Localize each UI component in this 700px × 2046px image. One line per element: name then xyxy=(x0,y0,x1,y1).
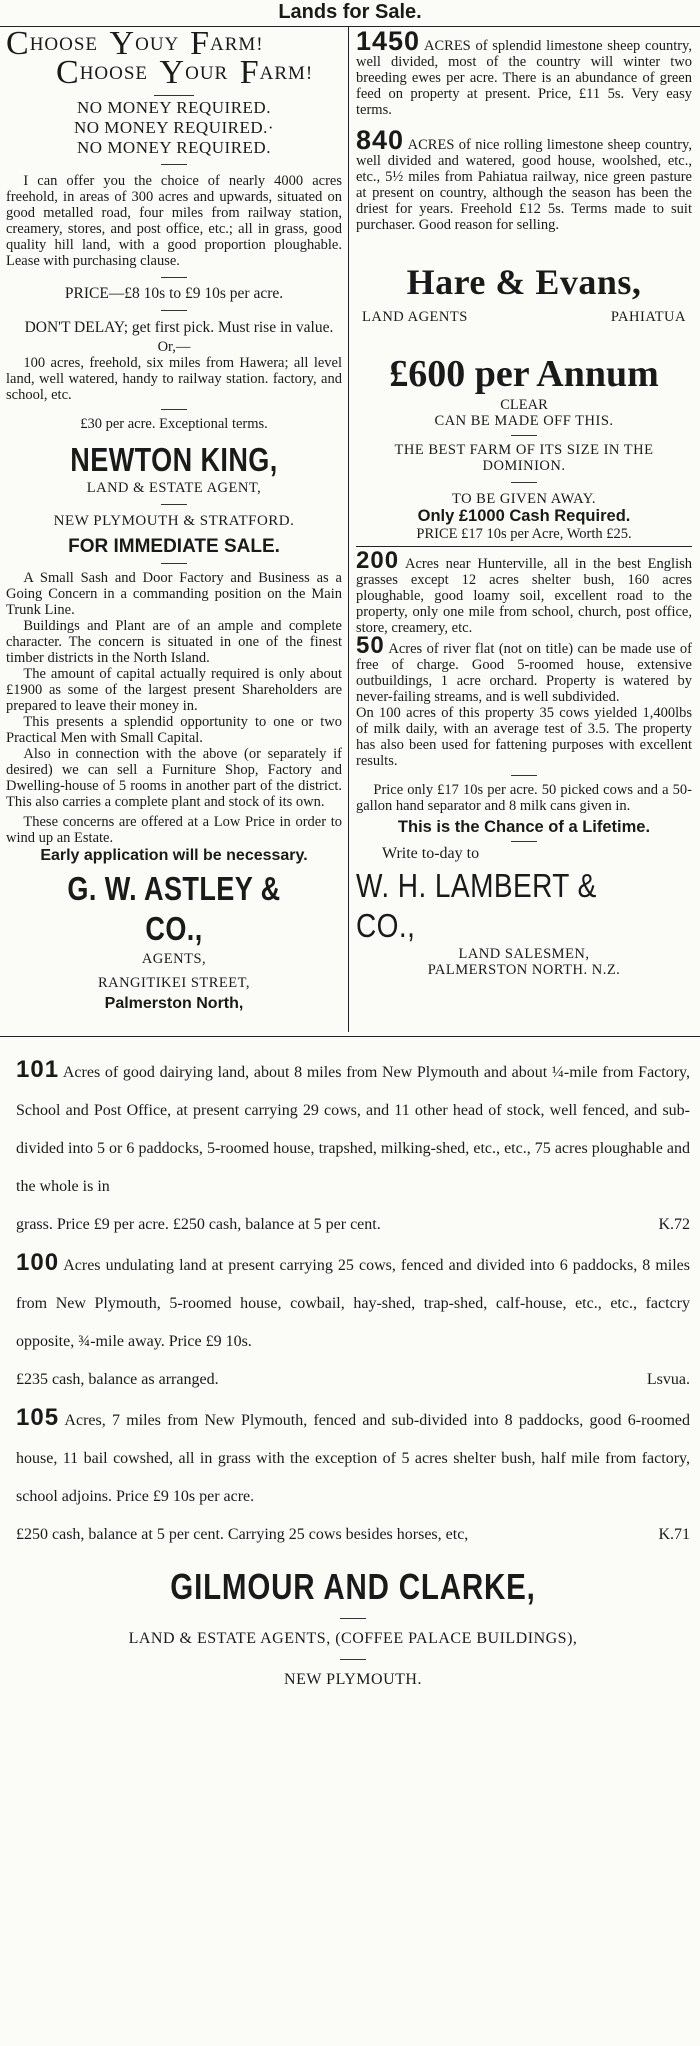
intro-paragraph: I can offer you the choice of nearly 4000 acres freehold, in areas of 300 acres and upwards, situated on good metalled road, four miles from railway station, creamery, stores, and post office, etc.; all in grass, good quality hill land, with a good proportion ploughable. Lease with purchasing clause. xyxy=(6,173,342,269)
newton-king-place: NEW PLYMOUTH & STRATFORD. xyxy=(53,513,295,529)
two-column-ads xyxy=(0,27,700,1032)
early-application-line: Early application will be necessary. xyxy=(40,847,308,864)
reference-code: K.71 xyxy=(658,1526,690,1543)
or-line: Or,— xyxy=(157,339,191,355)
lambert-name: W. H. LAMBERT & CO., xyxy=(356,867,597,944)
ad-100-acres: 100 Acres undulating land at present carrying 25 cows, fenced and divided into 6 paddocks, 8 miles from New Plymouth, 5-roomed house, cowbail, hay-shed, trap-shed, calf-house, etc., etc., factcry opposite, ¾-mile away. Price £9 10s. xyxy=(16,1249,690,1350)
best-farm-line: THE BEST FARM OF ITS SIZE IN THE DOMINION. xyxy=(394,442,654,474)
newton-king-role: LAND & ESTATE AGENT, xyxy=(86,480,262,496)
annum-heading: £600 per Annum xyxy=(389,353,659,395)
acreage-number: 50 xyxy=(356,632,385,659)
left-column xyxy=(6,27,342,1032)
dash-rule xyxy=(154,95,194,96)
chance-line: This is the Chance of a Lifetime. xyxy=(397,818,651,836)
dash-rule xyxy=(161,409,187,410)
dash-rule xyxy=(161,164,187,165)
section-rule xyxy=(356,546,692,547)
ad-101-acres: 101 Acres of good dairying land, about 8 miles from New Plymouth and about ¼-mile from Factory, School and Post Office, at present carrying 29 cows, and 11 other head of stock, well fenced, and sub-divided into 5 or 6 paddocks, 5-roomed house, trapshed, milking-shed, etc., etc., 75 acres ploughable and the whole is in xyxy=(16,1056,690,1195)
astley-street: RANGITIKEI STREET, xyxy=(97,975,251,991)
factory-paragraph-2: Buildings and Plant are of an ample and complete character. The concern is situated in one of the finest timber districts in the North Island. xyxy=(6,618,342,666)
price-line: PRICE—£8 10s to £9 10s per acre. xyxy=(64,285,284,302)
astley-town: Palmerston North, xyxy=(104,995,244,1012)
ad-101-last-line: grass. Price £9 per acre. £250 cash, balance at 5 per cent. K.72 xyxy=(16,1206,690,1244)
factory-paragraph-6: These concerns are offered at a Low Price in order to wind up an Estate. xyxy=(6,814,342,846)
gilmour-clarke-name: GILMOUR AND CLARKE, xyxy=(170,1566,536,1607)
acreage-number: 105 xyxy=(16,1404,60,1431)
dash-rule xyxy=(511,435,537,436)
price-only-paragraph: Price only £17 10s per acre. 50 picked cows and a 50-gallon hand separator and 8 milk cans given in. xyxy=(356,782,692,814)
acreage-number: 200 xyxy=(356,547,400,574)
no-money-2: NO MONEY REQUIRED.· xyxy=(73,118,275,137)
right-column xyxy=(356,27,692,1032)
column-divider xyxy=(348,27,349,1032)
price-acre-line: PRICE £17 10s per Acre, Worth £25. xyxy=(416,526,632,542)
dash-rule xyxy=(511,841,537,842)
acreage-number: 100 xyxy=(16,1249,60,1276)
ad-200-acres: 200 Acres near Hunterville, all in the best English grasses except 12 acres shelter bush, 160 acres ploughable, good loamy soil, excellent road to the property, only one mile from school, church, post office, store, creamery, etc. xyxy=(356,547,692,636)
hundred-acres-paragraph: 100 acres, freehold, six miles from Hawera; all level land, well watered, handy to railway station. factory, and school, etc. xyxy=(6,355,342,403)
ad-840-acres: 840 ACRES of nice rolling limestone sheep country, well divided and watered, good house, woolshed, etc., etc., 5½ miles from Pahiatua railway, nice green pasture at present on country, although the season has been the driest for years. Freehold £12 5s. Terms made to suit purchaser. Good reason for selling. xyxy=(356,125,692,233)
reference-code: Lsvua. xyxy=(646,1371,690,1388)
clear-line: CLEAR xyxy=(500,397,548,413)
section-rule xyxy=(0,1036,700,1037)
cows-paragraph: On 100 acres of this property 35 cows yielded 1,400lbs of milk daily, with an average test of 3.5. The property has also been used for fattening purposes with excellent results. xyxy=(356,705,692,769)
choose-your-farm-line-2: CHOOSE YOUR FARM! xyxy=(56,54,314,91)
lambert-role: LAND SALESMEN, xyxy=(458,946,590,962)
factory-paragraph-3: The amount of capital actually required is only about £1900 as some of the largest present Shareholders are prepared to leave their money in. xyxy=(6,666,342,714)
made-off-line: CAN BE MADE OFF THIS. xyxy=(434,413,614,429)
write-line: Write to-day to xyxy=(382,845,480,862)
gilmour-clarke-ad xyxy=(0,1051,700,1690)
dont-delay-line: DON'T DELAY; get first pick. Must rise in value. xyxy=(24,319,334,336)
factory-paragraph-4: This presents a splendid opportunity to one or two Practical Men with Small Capital. xyxy=(6,714,342,746)
terms-line: £30 per acre. Exceptional terms. xyxy=(80,416,268,432)
no-money-1: NO MONEY REQUIRED. xyxy=(77,98,271,117)
reference-code: K.72 xyxy=(658,1216,690,1233)
dash-rule xyxy=(511,482,537,483)
ad-105-last-line: £250 cash, balance at 5 per cent. Carrying 25 cows besides horses, etc, K.71 xyxy=(16,1516,690,1554)
dash-rule xyxy=(161,277,187,278)
astley-role: AGENTS, xyxy=(141,951,207,967)
gilmour-clarke-town: NEW PLYMOUTH. xyxy=(284,1671,422,1688)
newton-king-name: NEWTON KING, xyxy=(70,441,278,478)
acreage-number: 840 xyxy=(356,125,405,155)
ad-1450-acres: 1450 ACRES of splendid limestone sheep country, well divided, most of the country will winter two breeding ewes per acre. There is an abundance of green feed on property at present. Price, £11 5s. Very easy terms. xyxy=(356,27,692,118)
no-money-3: NO MONEY REQUIRED. xyxy=(77,138,271,157)
factory-paragraph-5: Also in connection with the above (or separately if desired) we can sell a Furniture Shop, Factory and Dwelling-house of 5 rooms in another part of the district. This also carries a complete plant and stock of its own. xyxy=(6,746,342,810)
immediate-sale-heading: FOR IMMEDIATE SALE. xyxy=(68,536,280,557)
dash-rule xyxy=(340,1659,366,1660)
hare-evans-name: Hare & Evans, xyxy=(406,262,642,302)
lambert-town: PALMERSTON NORTH. N.Z. xyxy=(427,962,621,978)
acreage-number: 101 xyxy=(16,1056,60,1083)
hare-evans-location: LAND AGENTS PAHIATUA xyxy=(362,309,686,325)
dash-rule xyxy=(511,775,537,776)
gilmour-clarke-role: LAND & ESTATE AGENTS, (COFFEE PALACE BUILDINGS), xyxy=(128,1630,578,1647)
given-away-line: TO BE GIVEN AWAY. xyxy=(451,491,597,507)
dash-rule xyxy=(161,563,187,564)
choose-your-farm-line-1: CHOOSE YOUY FARM! xyxy=(6,27,264,62)
only-cash-line: Only £1000 Cash Required. xyxy=(417,507,631,525)
section-heading: Lands for Sale. xyxy=(278,1,422,23)
dash-rule xyxy=(161,310,187,311)
factory-paragraph-1: A Small Sash and Door Factory and Business as a Going Concern in a commanding position on the Main Trunk Line. xyxy=(6,570,342,618)
acreage-number: 1450 xyxy=(356,27,421,56)
ad-50-acres: 50 Acres of river flat (not on title) can be made use of free of charge. Good 5-roomed house, extensive outbuildings, 1 acre orchard. Property is watered by never-failing streams, and is well subdivided. xyxy=(356,632,692,705)
dash-rule xyxy=(340,1618,366,1619)
dash-rule xyxy=(161,504,187,505)
astley-name: G. W. ASTLEY & CO., xyxy=(67,870,281,947)
ad-105-acres: 105 Acres, 7 miles from New Plymouth, fenced and sub-divided into 8 paddocks, good 6-roomed house, 11 bail cowshed, all in grass with the exception of 5 acres shelter bush, half mile from factory, school adjoins. Price £9 10s per acre. xyxy=(16,1404,690,1505)
ad-100-last-line: £235 cash, balance as arranged. Lsvua. xyxy=(16,1361,690,1399)
